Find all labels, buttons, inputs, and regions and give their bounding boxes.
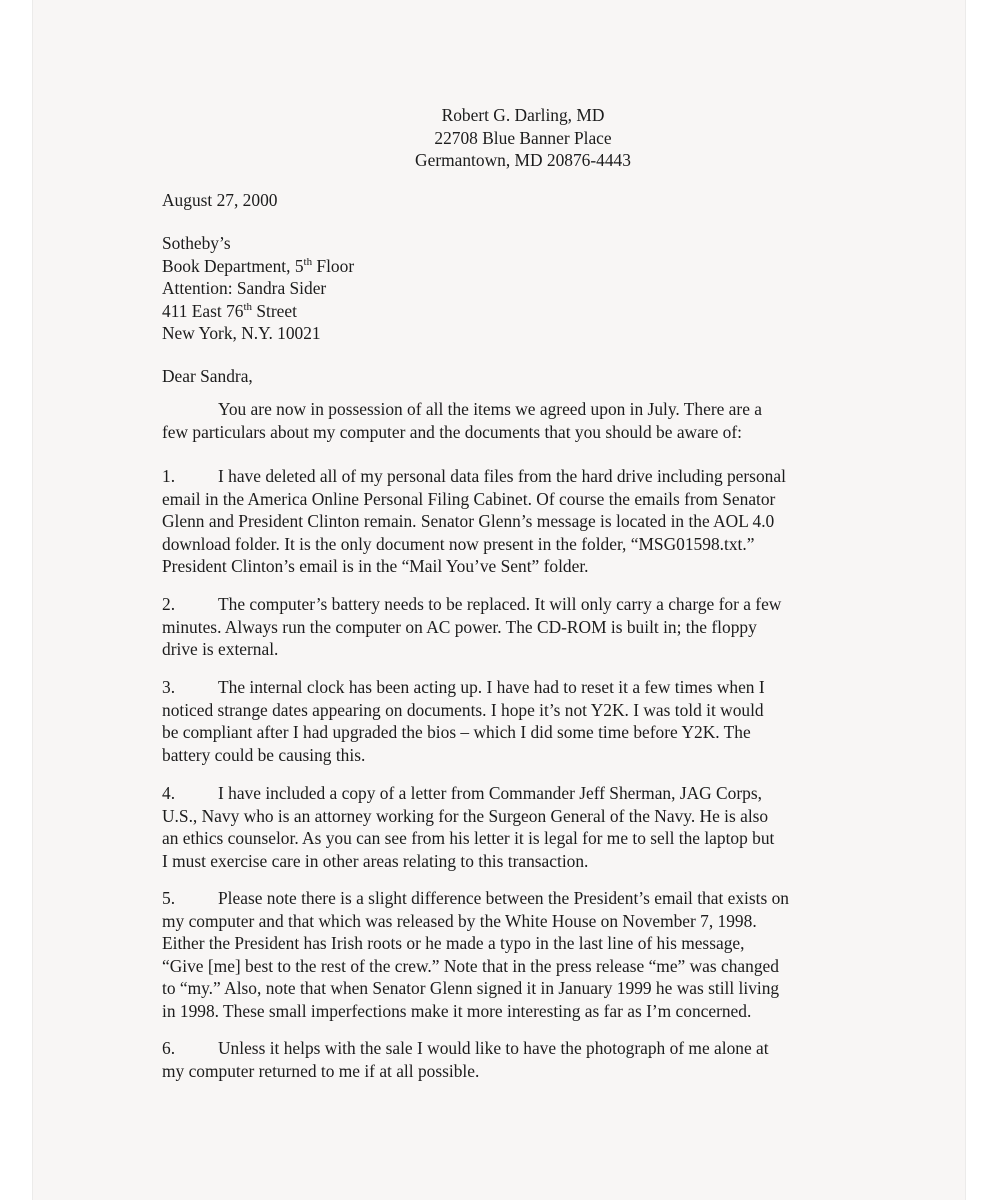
date-text: August 27, 2000 (162, 190, 278, 210)
item-line: “Give [me] best to the rest of the crew.” Note that in the press release “me” was changed (162, 955, 779, 976)
list-item-3 (162, 676, 862, 766)
dept-superscript: th (303, 255, 313, 268)
list-item-6 (162, 1037, 862, 1082)
item-line: U.S., Navy who is an attorney working for the Surgeon General of the Navy. He is also (162, 805, 769, 826)
recipient-department (162, 255, 862, 278)
recipient-company: Sotheby’s (162, 233, 231, 253)
recipient-attention: Attention: Sandra Sider (162, 278, 327, 298)
item-line-text: Unless it helps with the sale I would like to have the photograph of me alone at (218, 1038, 769, 1058)
recipient-address (162, 232, 862, 345)
item-first-line (162, 782, 862, 805)
item-line: download folder. It is the only document now present in the folder, “MSG01598.txt.” (162, 533, 755, 554)
sender-street: 22708 Blue Banner Place (434, 127, 612, 148)
salutation-text: Dear Sandra, (162, 366, 253, 386)
intro-line-text: You are now in possession of all the items we agreed upon in July. There are a (218, 399, 762, 419)
intro-paragraph (162, 398, 862, 443)
item-line: Either the President has Irish roots or he made a typo in the last line of his message, (162, 933, 745, 953)
street-text: 411 East 76 (162, 300, 244, 321)
item-line: minutes. Always run the computer on AC power. The CD-ROM is built in; the floppy (162, 616, 757, 637)
recipient-street (162, 300, 862, 323)
item-line-text: I have included a copy of a letter from Commander Jeff Sherman, JAG Corps, (218, 783, 762, 803)
item-first-line (162, 676, 862, 699)
item-number: 2. (162, 594, 176, 614)
street-suffix-text: Street (252, 300, 297, 321)
list-item-5 (162, 887, 862, 1022)
item-line: drive is external. (162, 639, 279, 659)
item-first-line (162, 593, 862, 616)
dept-floor-text: Floor (312, 255, 355, 276)
letterhead (333, 104, 713, 172)
dept-text: Book Department, 5 (162, 255, 304, 276)
item-line: I must exercise care in other areas relating to this transaction. (162, 850, 589, 871)
salutation (162, 365, 862, 388)
item-number: 4. (162, 783, 176, 803)
item-line: President Clinton’s email is in the “Mail You’ve Sent” folder. (162, 556, 589, 576)
intro-line: few particulars about my computer and the documents that you should be aware of: (162, 421, 742, 442)
item-number: 6. (162, 1038, 176, 1058)
item-line-text: The computer’s battery needs to be replaced. It will only carry a charge for a few (218, 594, 782, 614)
item-line: noticed strange dates appearing on documents. I hope it’s not Y2K. I was told it would (162, 699, 764, 720)
item-line-text: The internal clock has been acting up. I have had to reset it a few times when I (218, 677, 765, 697)
item-line: email in the America Online Personal Filing Cabinet. Of course the emails from Senator (162, 488, 776, 509)
recipient-city: New York, N.Y. 10021 (162, 323, 321, 343)
item-line-text: Please note there is a slight difference between the President’s email that exists on (218, 888, 789, 908)
sender-name: Robert G. Darling, MD (441, 105, 605, 125)
item-first-line (162, 465, 862, 488)
item-line: my computer and that which was released by the White House on November 7, 1998. (162, 910, 757, 931)
letter-date (162, 189, 862, 212)
letter-page (32, 0, 966, 1200)
intro-line (162, 398, 862, 421)
list-item-4 (162, 782, 862, 872)
item-line: in 1998. These small imperfections make it more interesting as far as I’m concerned. (162, 1000, 752, 1021)
item-first-line (162, 887, 862, 910)
item-line: my computer returned to me if at all possible. (162, 1060, 480, 1081)
sender-city: Germantown, MD 20876-4443 (415, 150, 631, 170)
item-line: battery could be causing this. (162, 744, 366, 765)
item-number: 1. (162, 466, 176, 486)
item-line-text: I have deleted all of my personal data files from the hard drive including personal (218, 466, 786, 486)
item-line: to “my.” Also, note that when Senator Glenn signed it in January 1999 he was still living (162, 978, 780, 998)
street-superscript: th (243, 300, 253, 313)
item-first-line (162, 1037, 862, 1060)
list-item-2 (162, 593, 862, 661)
item-number: 3. (162, 677, 176, 697)
item-line: an ethics counselor. As you can see from his letter it is legal for me to sell the laptop but (162, 828, 775, 848)
item-line: be compliant after I had upgraded the bios – which I did some time before Y2K. The (162, 722, 751, 742)
item-line: Glenn and President Clinton remain. Senator Glenn’s message is located in the AOL 4.0 (162, 511, 775, 531)
list-item-1 (162, 465, 862, 578)
item-number: 5. (162, 888, 176, 908)
